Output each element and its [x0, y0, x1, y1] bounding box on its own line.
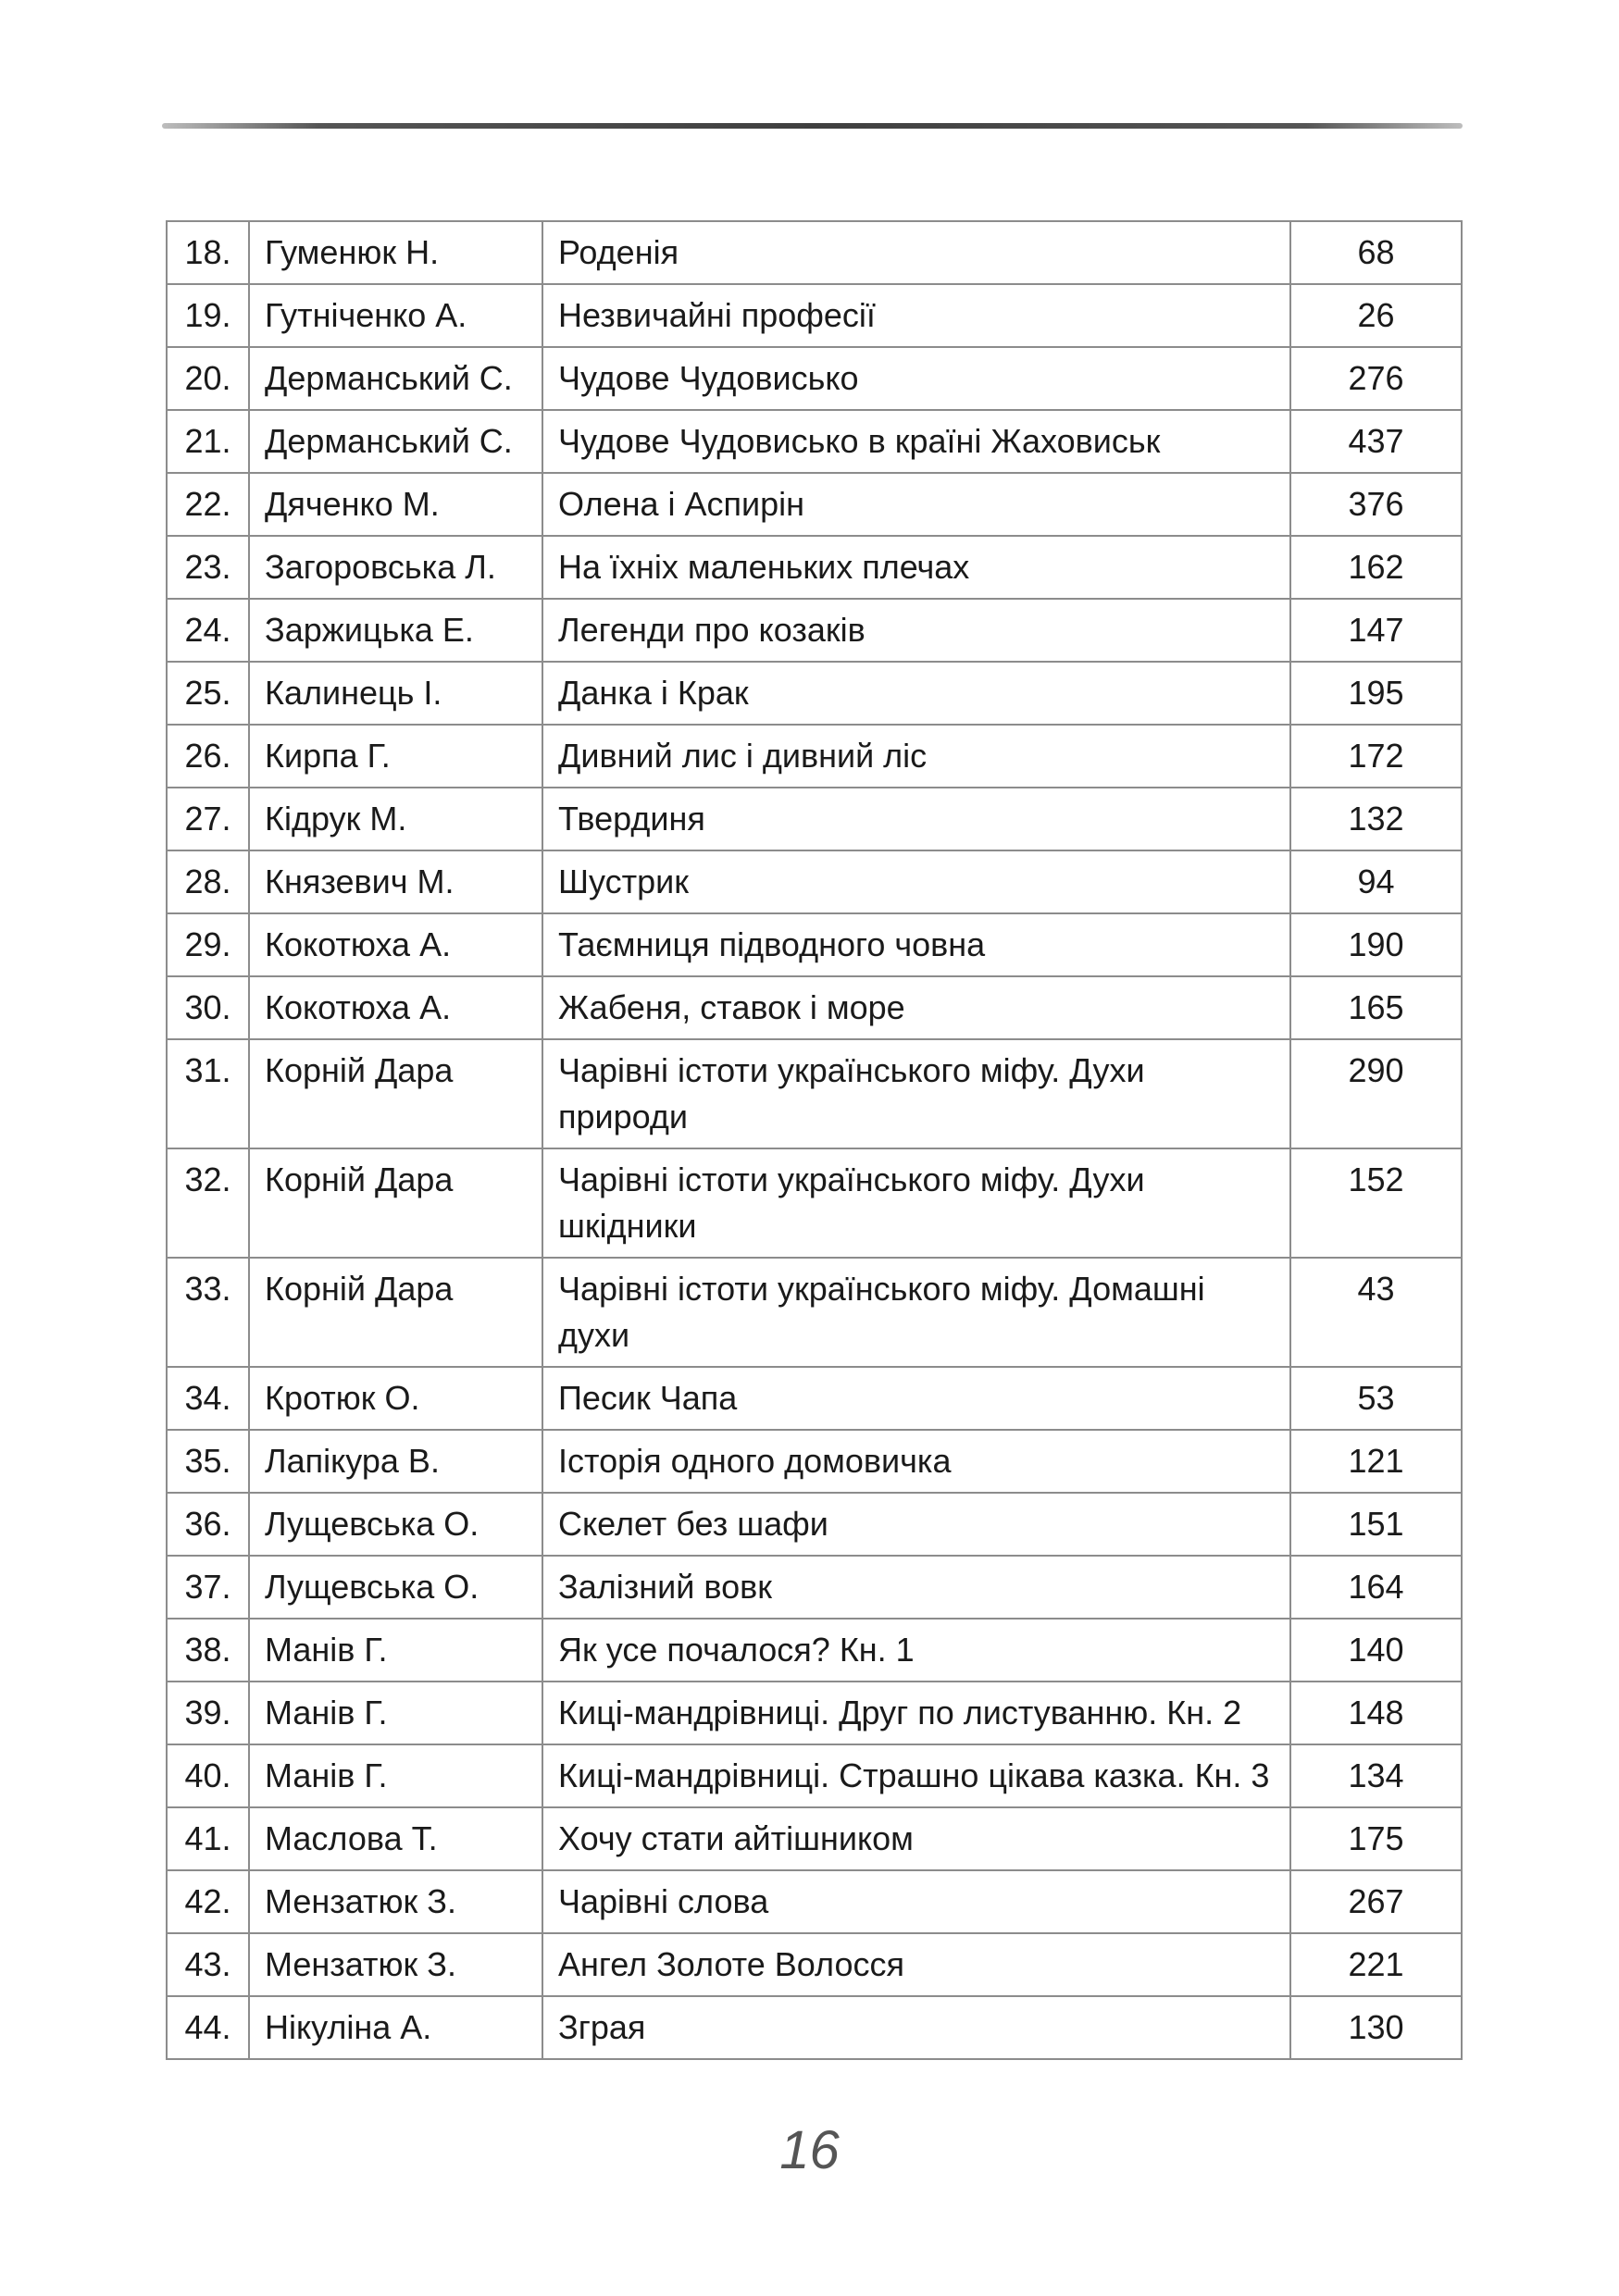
title-cell: Дивний лис і дивний ліс — [542, 725, 1290, 788]
table-row — [167, 284, 1462, 347]
row-number-cell: 43. — [167, 1933, 249, 1996]
title-cell: Зграя — [542, 1996, 1290, 2059]
pages-cell: 152 — [1290, 1148, 1462, 1258]
row-number-cell: 18. — [167, 221, 249, 284]
row-number-cell: 29. — [167, 913, 249, 976]
row-number-cell: 32. — [167, 1148, 249, 1258]
row-number-cell: 22. — [167, 473, 249, 536]
header-rule — [162, 123, 1463, 129]
title-cell: Шустрик — [542, 850, 1290, 913]
book-list-table — [166, 220, 1463, 2060]
author-cell: Корній Дара — [249, 1258, 542, 1367]
row-number-cell: 31. — [167, 1039, 249, 1148]
author-cell: Манів Г. — [249, 1744, 542, 1807]
row-number-cell: 28. — [167, 850, 249, 913]
row-number-cell: 21. — [167, 410, 249, 473]
table-row — [167, 1493, 1462, 1556]
pages-cell: 148 — [1290, 1682, 1462, 1744]
row-number-cell: 41. — [167, 1807, 249, 1870]
pages-cell: 68 — [1290, 221, 1462, 284]
pages-cell: 53 — [1290, 1367, 1462, 1430]
row-number-cell: 39. — [167, 1682, 249, 1744]
title-cell: Хочу стати айтішником — [542, 1807, 1290, 1870]
pages-cell: 165 — [1290, 976, 1462, 1039]
row-number-cell: 38. — [167, 1619, 249, 1682]
author-cell: Кокотюха А. — [249, 976, 542, 1039]
title-cell: Ангел Золоте Волосся — [542, 1933, 1290, 1996]
title-cell: Данка і Крак — [542, 662, 1290, 725]
table-row — [167, 1430, 1462, 1493]
pages-cell: 267 — [1290, 1870, 1462, 1933]
author-cell: Манів Г. — [249, 1682, 542, 1744]
row-number-cell: 26. — [167, 725, 249, 788]
title-cell: Незвичайні професії — [542, 284, 1290, 347]
author-cell: Маслова Т. — [249, 1807, 542, 1870]
row-number-cell: 37. — [167, 1556, 249, 1619]
pages-cell: 164 — [1290, 1556, 1462, 1619]
table-row — [167, 221, 1462, 284]
row-number-cell: 35. — [167, 1430, 249, 1493]
row-number-cell: 34. — [167, 1367, 249, 1430]
table-row — [167, 1367, 1462, 1430]
author-cell: Дяченко М. — [249, 473, 542, 536]
table-row — [167, 1933, 1462, 1996]
title-cell: Скелет без шафи — [542, 1493, 1290, 1556]
title-cell: Як усе почалося? Кн. 1 — [542, 1619, 1290, 1682]
table-row — [167, 1996, 1462, 2059]
pages-cell: 175 — [1290, 1807, 1462, 1870]
author-cell: Гуменюк Н. — [249, 221, 542, 284]
table-row — [167, 410, 1462, 473]
table-row — [167, 1258, 1462, 1367]
title-cell: Роденія — [542, 221, 1290, 284]
pages-cell: 190 — [1290, 913, 1462, 976]
title-cell: Жабеня, ставок і море — [542, 976, 1290, 1039]
author-cell: Дерманський С. — [249, 347, 542, 410]
row-number-cell: 25. — [167, 662, 249, 725]
row-number-cell: 44. — [167, 1996, 249, 2059]
author-cell: Кокотюха А. — [249, 913, 542, 976]
table-row — [167, 976, 1462, 1039]
table-row — [167, 913, 1462, 976]
row-number-cell: 36. — [167, 1493, 249, 1556]
title-cell: На їхніх маленьких плечах — [542, 536, 1290, 599]
title-cell: Твердиня — [542, 788, 1290, 850]
row-number-cell: 27. — [167, 788, 249, 850]
author-cell: Корній Дара — [249, 1148, 542, 1258]
pages-cell: 43 — [1290, 1258, 1462, 1367]
row-number-cell: 42. — [167, 1870, 249, 1933]
author-cell: Кротюк О. — [249, 1367, 542, 1430]
title-cell: Легенди про козаків — [542, 599, 1290, 662]
title-cell: Олена і Аспирін — [542, 473, 1290, 536]
author-cell: Мензатюк З. — [249, 1933, 542, 1996]
row-number-cell: 33. — [167, 1258, 249, 1367]
table-row — [167, 536, 1462, 599]
author-cell: Князевич М. — [249, 850, 542, 913]
row-number-cell: 20. — [167, 347, 249, 410]
pages-cell: 121 — [1290, 1430, 1462, 1493]
pages-cell: 162 — [1290, 536, 1462, 599]
table-row — [167, 1807, 1462, 1870]
author-cell: Корній Дара — [249, 1039, 542, 1148]
author-cell: Гутніченко А. — [249, 284, 542, 347]
pages-cell: 94 — [1290, 850, 1462, 913]
pages-cell: 172 — [1290, 725, 1462, 788]
author-cell: Нікуліна А. — [249, 1996, 542, 2059]
pages-cell: 132 — [1290, 788, 1462, 850]
title-cell: Залізний вовк — [542, 1556, 1290, 1619]
table-row — [167, 1682, 1462, 1744]
row-number-cell: 40. — [167, 1744, 249, 1807]
author-cell: Заржицька Е. — [249, 599, 542, 662]
pages-cell: 151 — [1290, 1493, 1462, 1556]
table-row — [167, 347, 1462, 410]
pages-cell: 26 — [1290, 284, 1462, 347]
pages-cell: 140 — [1290, 1619, 1462, 1682]
author-cell: Загоровська Л. — [249, 536, 542, 599]
author-cell: Лущевська О. — [249, 1556, 542, 1619]
row-number-cell: 19. — [167, 284, 249, 347]
title-cell: Історія одного домовичка — [542, 1430, 1290, 1493]
title-cell: Чарівні істоти українського міфу. Духи шкідники — [542, 1148, 1290, 1258]
title-cell: Чудове Чудовисько в країні Жаховиськ — [542, 410, 1290, 473]
author-cell: Мензатюк З. — [249, 1870, 542, 1933]
title-cell: Чарівні слова — [542, 1870, 1290, 1933]
table-row — [167, 788, 1462, 850]
table-row — [167, 1148, 1462, 1258]
title-cell: Чарівні істоти українського міфу. Духи природи — [542, 1039, 1290, 1148]
table-row — [167, 1039, 1462, 1148]
title-cell: Чарівні істоти українського міфу. Домашні духи — [542, 1258, 1290, 1367]
pages-cell: 130 — [1290, 1996, 1462, 2059]
author-cell: Лущевська О. — [249, 1493, 542, 1556]
table-row — [167, 599, 1462, 662]
table-row — [167, 1870, 1462, 1933]
book-list-body — [167, 221, 1462, 2059]
page-number: 16 — [779, 2120, 840, 2180]
pages-cell: 437 — [1290, 410, 1462, 473]
title-cell: Песик Чапа — [542, 1367, 1290, 1430]
row-number-cell: 24. — [167, 599, 249, 662]
author-cell: Лапікура В. — [249, 1430, 542, 1493]
pages-cell: 195 — [1290, 662, 1462, 725]
author-cell: Калинець І. — [249, 662, 542, 725]
author-cell: Дерманський С. — [249, 410, 542, 473]
title-cell: Таємниця підводного човна — [542, 913, 1290, 976]
pages-cell: 147 — [1290, 599, 1462, 662]
title-cell: Киці-мандрівниці. Друг по листуванню. Кн. 2 — [542, 1682, 1290, 1744]
table-row — [167, 1556, 1462, 1619]
table-row — [167, 725, 1462, 788]
pages-cell: 376 — [1290, 473, 1462, 536]
author-cell: Кирпа Г. — [249, 725, 542, 788]
row-number-cell: 23. — [167, 536, 249, 599]
table-row — [167, 662, 1462, 725]
title-cell: Киці-мандрівниці. Страшно цікава казка. Кн. 3 — [542, 1744, 1290, 1807]
table-row — [167, 1744, 1462, 1807]
pages-cell: 290 — [1290, 1039, 1462, 1148]
author-cell: Кідрук М. — [249, 788, 542, 850]
author-cell: Манів Г. — [249, 1619, 542, 1682]
title-cell: Чудове Чудовисько — [542, 347, 1290, 410]
row-number-cell: 30. — [167, 976, 249, 1039]
pages-cell: 221 — [1290, 1933, 1462, 1996]
pages-cell: 134 — [1290, 1744, 1462, 1807]
table-row — [167, 473, 1462, 536]
table-row — [167, 1619, 1462, 1682]
pages-cell: 276 — [1290, 347, 1462, 410]
table-row — [167, 850, 1462, 913]
